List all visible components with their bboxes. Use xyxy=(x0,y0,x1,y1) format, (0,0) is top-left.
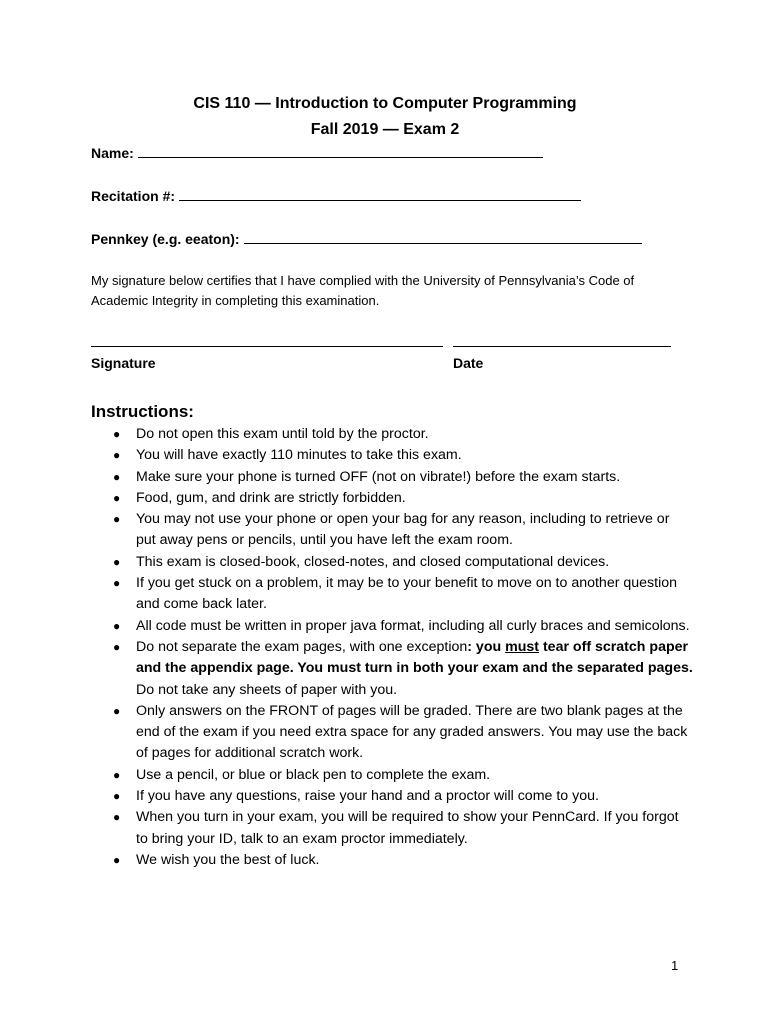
bullet-icon: ● xyxy=(113,852,121,867)
bullet-icon: ● xyxy=(113,469,121,484)
list-item: ● This exam is closed-book, closed-notes, and closed computational devices. xyxy=(113,552,693,573)
instructions-heading: Instructions: xyxy=(91,402,194,421)
bullet-icon: ● xyxy=(113,810,121,825)
bullet-icon: ● xyxy=(113,512,121,527)
signature-label: Signature xyxy=(91,355,156,371)
bullet-icon: ● xyxy=(113,554,121,569)
list-item: ● We wish you the best of luck. xyxy=(113,850,693,871)
list-item: ● You will have exactly 110 minutes to take this exam. xyxy=(113,445,693,466)
list-item: ● You may not use your phone or open your bag for any reason, including to retrieve or put away pens or pencils, until you have left the exam room. xyxy=(113,511,670,549)
signature-line xyxy=(91,346,443,347)
name-field xyxy=(91,144,543,162)
list-item: ● Food, gum, and drink are strictly forbidden. xyxy=(113,488,693,509)
instructions-list xyxy=(113,424,693,871)
list-item: ● Only answers on the FRONT of pages will be graded. There are two blank pages at the end of the exam if you need extra space for any graded answers. You may use the back of pages for additional scratch work. xyxy=(113,702,688,762)
list-item: ● Do not separate the exam pages, with one exception: you must tear off scratch paper and the appendix page. You must turn in both your exam and the separated pages. Do not take any sheets of paper with you. xyxy=(113,638,693,698)
pennkey-blank-line xyxy=(244,230,642,244)
exam-title: CIS 110 — Introduction to Computer Programming xyxy=(193,95,577,112)
bullet-icon: ● xyxy=(113,448,121,463)
recitation-field xyxy=(91,187,581,205)
list-item: ● Use a pencil, or blue or black pen to complete the exam. xyxy=(113,765,693,786)
list-item: ● If you get stuck on a problem, it may be to your benefit to move on to another question and come back later. xyxy=(113,575,678,613)
bullet-icon: ● xyxy=(113,427,121,441)
list-item: ● If you have any questions, raise your hand and a proctor will come to you. xyxy=(113,786,693,807)
recitation-blank-line xyxy=(179,187,581,201)
date-line xyxy=(453,346,671,347)
bullet-icon: ● xyxy=(113,767,121,782)
exam-subtitle: Fall 2019 — Exam 2 xyxy=(310,121,460,138)
bullet-icon: ● xyxy=(113,789,121,804)
date-label: Date xyxy=(453,355,484,371)
bullet-icon: ● xyxy=(113,490,121,505)
bullet-icon: ● xyxy=(113,703,121,718)
page-number: 1 xyxy=(671,958,679,973)
list-item: ● Make sure your phone is turned OFF (not on vibrate!) before the exam starts. xyxy=(113,467,693,488)
integrity-statement: My signature below certifies that I have complied with the University of Pennsylvania’s Code of Academic Integrity in completing this examination. xyxy=(91,273,635,308)
bullet-icon: ● xyxy=(113,576,121,591)
bullet-icon: ● xyxy=(113,618,121,633)
name-label: Name: xyxy=(91,145,134,161)
name-blank-line xyxy=(138,144,543,158)
bullet-icon: ● xyxy=(113,639,121,654)
list-item: ● Do not open this exam until told by the proctor. xyxy=(113,424,693,445)
list-item: ● All code must be written in proper java format, including all curly braces and semicolons. xyxy=(113,616,693,637)
recitation-label: Recitation #: xyxy=(91,188,176,204)
pennkey-label: Pennkey (e.g. eeaton): xyxy=(91,231,240,247)
pennkey-field xyxy=(91,230,642,248)
list-item: ● When you turn in your exam, you will be required to show your PennCard. If you forgot to bring your ID, talk to an exam proctor immediately. xyxy=(113,809,679,847)
